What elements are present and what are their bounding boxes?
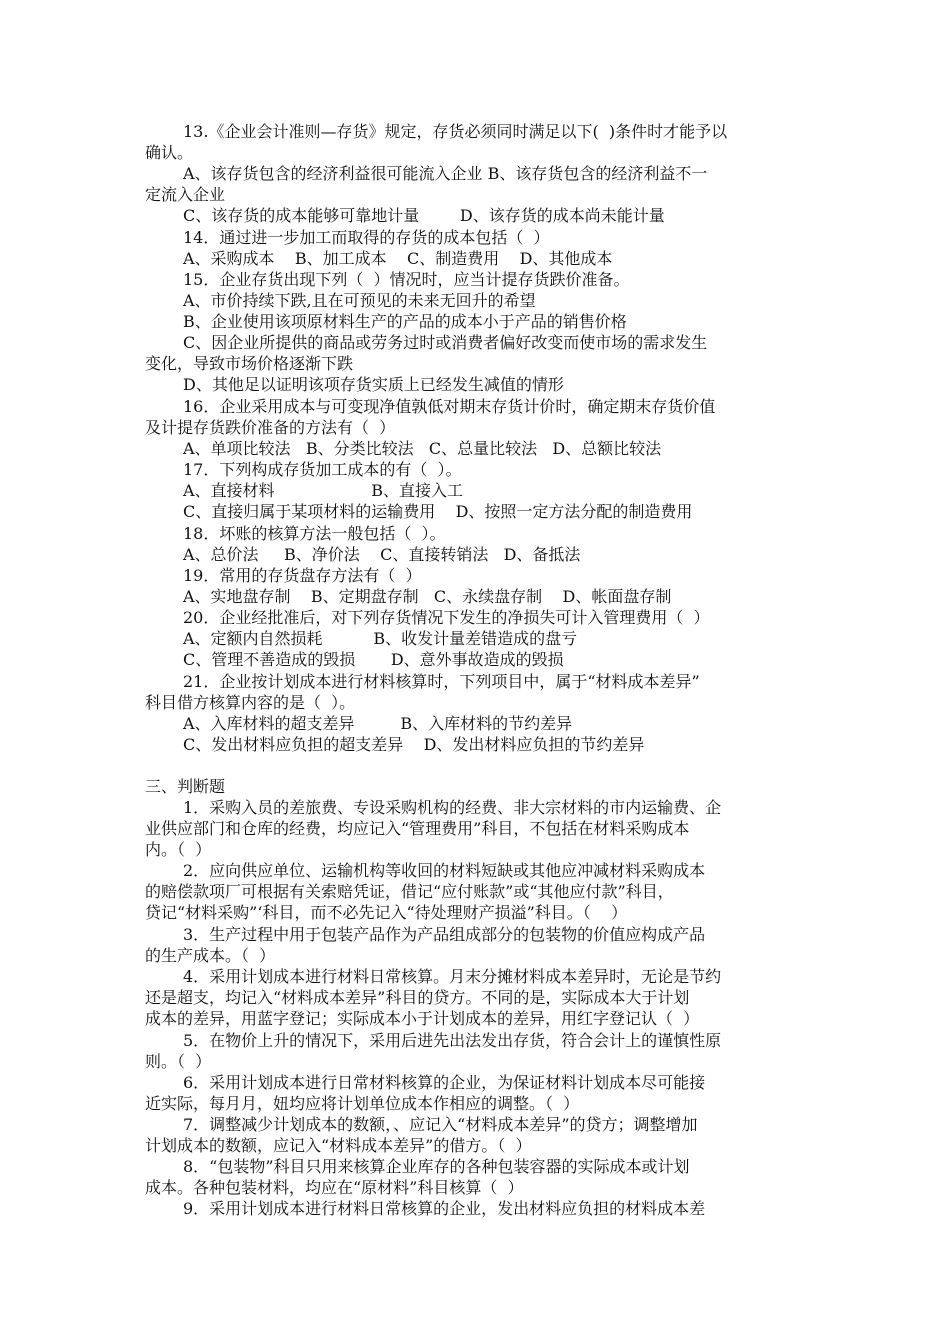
text-line: 8．“包装物”科目只用来核算企业库存的各种包装容器的实际成本或计划 [183, 1157, 690, 1176]
text-line: 定流入企业 [145, 185, 226, 204]
text-line: C、该存货的成本能够可靠地计量 D、该存货的成本尚未能计量 [183, 206, 665, 225]
text-line: C、直接归属于某项材料的运输费用 D、按照一定方法分配的制造费用 [183, 502, 693, 521]
text-line: 及计提存货跌价准备的方法有（ ） [145, 418, 396, 437]
text-line: 16．企业采用成本与可变现净值孰低对期末存货计价时，确定期末存货价值 [183, 397, 716, 416]
text-line: 计划成本的数额，应记入“材料成本差异”的借方。（ ） [145, 1136, 532, 1155]
text-line: 科目借方核算内容的是（ ）。 [145, 693, 356, 712]
text-line: C、发出材料应负担的超支差异 D、发出材料应负担的节约差异 [183, 735, 645, 754]
text-line: C、管理不善造成的毁损 D、意外事故造成的毁损 [183, 650, 564, 669]
text-line: 业供应部门和仓库的经费，均应记入“管理费用”科目，不包括在材料采购成本 [145, 819, 690, 838]
text-line: 内。（ ） [145, 840, 212, 859]
text-line: A、该存货包含的经济利益很可能流入企业 B、该存货包含的经济利益不一 [183, 164, 708, 183]
text-line: A、采购成本 B、加工成本 C、制造费用 D、其他成本 [183, 249, 613, 268]
text-line: 15．企业存货出现下列（ ）情况时，应当计提存货跌价准备。 [183, 270, 630, 289]
text-line: 21．企业按计划成本进行材料核算时，下列项目中，属于“材料成本差异” [183, 672, 700, 691]
text-line: D、其他足以证明该项存货实质上已经发生减值的情形 [183, 375, 564, 394]
text-line: 13.《企业会计准则—存货》规定，存货必须同时满足以下( )条件时才能予以 [183, 122, 728, 141]
text-line: 5．在物价上升的情况下，采用后进先出法发出存货，符合会计上的谨慎性原 [183, 1031, 722, 1050]
text-line: 17．下列构成存货加工成本的有（ ）。 [183, 460, 462, 479]
text-line: A、定额内自然损耗 B、收发计量差错造成的盘亏 [183, 629, 578, 648]
text-line: 3．生产过程中用于包装产品作为产品组成部分的包装物的价值应构成产品 [183, 925, 706, 944]
text-line: 7．调整减少计划成本的数额，、应记入“材料成本差异”的贷方；调整增加 [183, 1115, 698, 1134]
text-line: C、因企业所提供的商品或劳务过时或消费者偏好改变而使市场的需求发生 [183, 333, 708, 352]
text-line: 的生产成本。（ ） [145, 946, 276, 965]
text-line: 20．企业经批准后，对下列存货情况下发生的净损失可计入管理费用（ ） [183, 608, 710, 627]
text-line: 则。（ ） [145, 1052, 212, 1071]
text-line: A、市价持续下跌,且在可预见的未来无回升的希望 [183, 291, 536, 310]
text-line: 19．常用的存货盘存方法有（ ） [183, 566, 422, 585]
text-line: 确认。 [145, 143, 194, 162]
text-line: 6．采用计划成本进行日常材料核算的企业，为保证材料计划成本尽可能接 [183, 1073, 706, 1092]
text-line: 1．采购入员的差旅费、专设采购机构的经费、非大宗材料的市内运输费、企 [183, 798, 722, 817]
text-line: 成本。各种包装材料，均应在“原材料”科目核算（ ） [145, 1178, 524, 1197]
text-line: A、单项比较法 B、分类比较法 C、总量比较法 D、总额比较法 [183, 439, 662, 458]
text-line: 的赔偿款项厂可根据有关索赔凭证，借记“应付账款”或“其他应付款”科目， [145, 882, 674, 901]
text-line: 18．坏账的核算方法一般包括（ ）。 [183, 524, 446, 543]
text-line: A、总价法 B、净价法 C、直接转销法 D、备抵法 [183, 545, 581, 564]
text-line: A、入库材料的超支差异 B、入库材料的节约差异 [183, 714, 573, 733]
text-line: 还是超支，均记入“材料成本差异”科目的贷方。不同的是，实际成本大于计划 [145, 988, 690, 1007]
text-line: 4．采用计划成本进行材料日常核算。月末分摊材料成本差异时，无论是节约 [183, 967, 722, 986]
text-line: 成本的差异，用蓝字登记；实际成本小于计划成本的差异，用红字登记认（ ） [145, 1009, 700, 1028]
text-line: A、实地盘存制 B、定期盘存制 C、永续盘存制 D、帐面盘存制 [183, 587, 672, 606]
text-line: 近实际，每月月，妞均应将计划单位成本作相应的调整。（ ） [145, 1094, 580, 1113]
section-heading: 三、判断题 [145, 777, 226, 796]
text-line: A、直接材料 B、直接入工 [183, 481, 463, 500]
text-line: 14．通过进一步加工而取得的存货的成本包括（ ） [183, 228, 550, 247]
text-line: 贷记“材料采购”‘科目，而不必先记入“待处理财产损溢”科目。（ ） [145, 903, 628, 922]
text-line: B、企业使用该项原材料生产的产品的成本小于产品的销售价格 [183, 312, 627, 331]
text-line: 2．应向供应单位、运输机构等收回的材料短缺或其他应冲减材料采购成本 [183, 861, 706, 880]
text-line: 变化，导致市场价格逐渐下跌 [145, 354, 354, 373]
text-line: 9．采用计划成本进行材料日常核算的企业，发出材料应负担的材料成本差 [183, 1199, 706, 1218]
